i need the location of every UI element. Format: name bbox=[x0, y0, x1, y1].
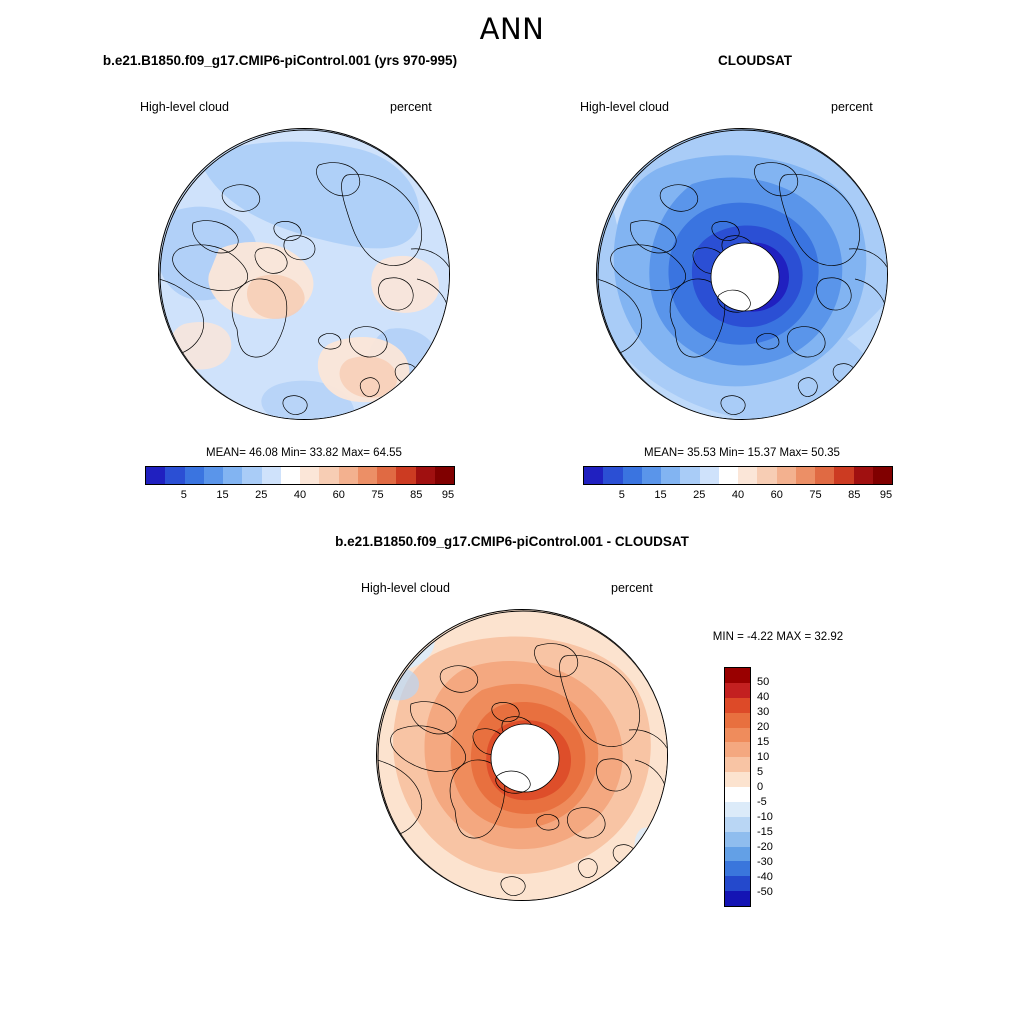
panel-2-title-text: CLOUDSAT bbox=[718, 53, 792, 68]
tick-label: 40 bbox=[293, 489, 307, 501]
tick-label: 75 bbox=[371, 489, 384, 501]
panel-2-map-disc bbox=[596, 128, 888, 420]
panel-3-units-label: percent bbox=[611, 581, 653, 595]
vbar-label: 20 bbox=[757, 721, 770, 733]
panel-1-units-label: percent bbox=[390, 100, 432, 114]
vbar-label: 50 bbox=[757, 676, 770, 688]
tick-label: 60 bbox=[770, 489, 783, 501]
vbar-label: -30 bbox=[757, 856, 773, 868]
tick-label: 95 bbox=[441, 489, 455, 501]
vbar-label: -5 bbox=[757, 796, 767, 808]
panel-2-title bbox=[520, 53, 990, 68]
vbar-label: -10 bbox=[757, 811, 773, 823]
panel-1-colorbar-ticks bbox=[145, 489, 455, 503]
panel-1-colorbar bbox=[145, 466, 455, 485]
tick-label: 40 bbox=[731, 489, 745, 501]
vbar-label: 30 bbox=[757, 706, 770, 718]
tick-label: 95 bbox=[879, 489, 893, 501]
panel-3-title bbox=[0, 534, 1024, 549]
tick-label: 60 bbox=[332, 489, 345, 501]
panel-1-map-svg bbox=[159, 129, 450, 420]
tick-label: 5 bbox=[180, 489, 187, 501]
panel-3-stats: MIN = -4.22 MAX = 32.92 bbox=[712, 631, 844, 643]
tick-label: 85 bbox=[410, 489, 423, 501]
vbar-label: -15 bbox=[757, 826, 773, 838]
page-title: ANN bbox=[479, 12, 545, 46]
panel-2-colorbar bbox=[583, 466, 893, 485]
panel-3-colorbar-wrap bbox=[724, 667, 844, 907]
panel-2-stats: MEAN= 35.53 Min= 15.37 Max= 50.35 bbox=[644, 447, 840, 459]
panel-1-stats: MEAN= 46.08 Min= 33.82 Max= 64.55 bbox=[206, 447, 402, 459]
panel-2-units-label: percent bbox=[831, 100, 873, 114]
vbar-label: 0 bbox=[757, 781, 764, 793]
panel-1-variable-label: High-level cloud bbox=[140, 100, 229, 114]
panel-1-map-disc bbox=[158, 128, 450, 420]
vbar-label: -50 bbox=[757, 886, 773, 898]
panel-3-title-text: b.e21.B1850.f09_g17.CMIP6-piControl.001 - CLOUDSAT bbox=[335, 534, 689, 549]
panel-2-variable-label: High-level cloud bbox=[580, 100, 669, 114]
panel-2-map-svg bbox=[597, 129, 888, 420]
vbar-label: -20 bbox=[757, 841, 773, 853]
tick-label: 25 bbox=[693, 489, 706, 501]
vbar-label: 40 bbox=[757, 691, 770, 703]
panel-2-colorbar-ticks bbox=[583, 489, 893, 503]
vbar-label: 5 bbox=[757, 766, 764, 778]
panel-1-map bbox=[158, 128, 450, 420]
tick-label: 25 bbox=[255, 489, 268, 501]
tick-label: 75 bbox=[809, 489, 822, 501]
panel-3-colorbar-labels bbox=[757, 667, 817, 907]
tick-label: 85 bbox=[848, 489, 861, 501]
vbar-label: 15 bbox=[757, 736, 770, 748]
panel-2-map bbox=[596, 128, 888, 420]
vbar-label: -40 bbox=[757, 871, 773, 883]
panel-1-title bbox=[20, 53, 540, 68]
vbar-label: 10 bbox=[757, 751, 770, 763]
panel-1-title-text: b.e21.B1850.f09_g17.CMIP6-piControl.001 (yrs 970-995) bbox=[102, 53, 458, 68]
panel-3-variable-label: High-level cloud bbox=[361, 581, 450, 595]
tick-label: 5 bbox=[618, 489, 625, 501]
tick-label: 15 bbox=[216, 489, 229, 501]
panel-3-map-disc bbox=[376, 609, 668, 901]
tick-label: 15 bbox=[654, 489, 667, 501]
panel-3-map-svg bbox=[377, 610, 668, 901]
panel-3-colorbar bbox=[724, 667, 751, 907]
panel-3-map bbox=[376, 609, 668, 901]
